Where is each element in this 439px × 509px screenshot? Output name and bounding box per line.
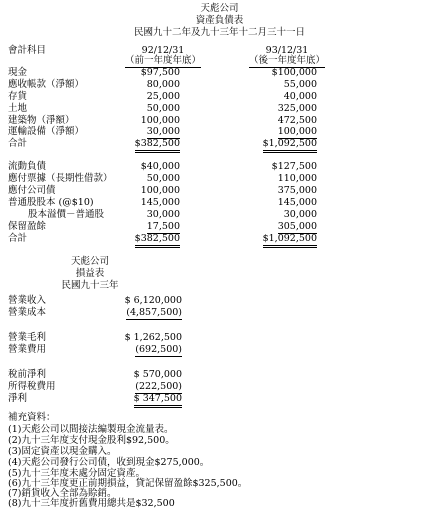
note-item: (1)天彪公司以間接法編製現金流量表。: [8, 424, 174, 435]
income-label: 營業費用: [8, 344, 47, 355]
note-item: (3)固定資產以現金購入。: [8, 446, 117, 457]
note-item: (6)九十三年度更正前期損益，貸記保留盈餘$325,500。: [8, 478, 248, 489]
income-label: 稅前淨利: [8, 369, 47, 380]
asset-value-93: 55,000: [283, 79, 317, 90]
note-item: (5)九十三年度未處分固定資產。: [8, 468, 145, 479]
asset-value-92: 100,000: [140, 115, 180, 126]
income-statement-period: 民國九十三年: [61, 280, 119, 291]
income-value: (692,500): [135, 344, 182, 355]
account-column-label: 會計科目: [8, 45, 47, 56]
liability-label: 保留盈餘: [8, 221, 47, 232]
income-value: $ 570,000: [133, 369, 182, 380]
date-col1: 92/12/31: [141, 45, 185, 56]
next-year-label: （後一年度年底）: [248, 55, 325, 66]
income-value: (222,500): [135, 381, 182, 392]
asset-value-92: $97,500: [140, 67, 180, 78]
income-value: $ 6,120,000: [124, 295, 182, 306]
note-item: (7)銷貨收入全部為賒銷。: [8, 488, 117, 499]
asset-label: 應收帳款（淨額）: [8, 79, 85, 90]
liability-value-92: 50,000: [146, 173, 180, 184]
liability-value-93: 305,000: [277, 221, 317, 232]
asset-value-92: 30,000: [146, 126, 180, 137]
note-item: (2)九十三年度支付現金股利$92,500。: [8, 435, 175, 446]
liability-label: 普通股股本 (@$10): [8, 197, 94, 208]
balance-sheet-period: 民國九十二年及九十三年十二月三十一日: [133, 27, 305, 38]
net-income-value: $ 347,500: [134, 393, 182, 408]
liability-value-93: 145,000: [277, 197, 317, 208]
asset-value-93: 40,000: [283, 91, 317, 102]
liability-label: 流動負債: [8, 161, 47, 172]
liabilities-total-93: $1,092,500: [263, 233, 317, 248]
prev-year-label: （前一年度年底）: [124, 55, 201, 66]
income-label: 營業成本: [8, 307, 47, 318]
liability-value-92: $40,000: [140, 161, 180, 172]
liability-label: 應付票據（長期性借款）: [8, 173, 113, 184]
liability-value-93: 30,000: [283, 209, 317, 220]
income-label: 營業毛利: [8, 332, 47, 343]
income-label: 淨利: [8, 393, 28, 404]
asset-label: 存貨: [8, 91, 28, 102]
liability-label: 股本溢價－普通股: [28, 209, 105, 220]
liability-value-93: $127,500: [271, 161, 317, 172]
assets-total-92: $382,500: [135, 138, 180, 153]
asset-value-93: $100,000: [271, 67, 317, 78]
assets-total-93: $1,092,500: [263, 138, 317, 153]
liability-value-92: 17,500: [146, 221, 180, 232]
liability-value-92: 100,000: [140, 185, 180, 196]
asset-label: 土地: [8, 103, 28, 114]
asset-label: 運輸設備（淨額）: [8, 126, 85, 137]
balance-sheet-title: 資產負債表: [195, 15, 244, 26]
liabilities-total-92: $382,500: [135, 233, 180, 248]
asset-value-93: 325,000: [277, 103, 317, 114]
asset-value-93: 472,500: [277, 115, 317, 126]
income-label: 營業收入: [8, 295, 47, 306]
assets-total-label: 合計: [8, 138, 28, 149]
asset-value-93: 100,000: [277, 126, 317, 137]
liabilities-total-label: 合計: [8, 233, 28, 244]
notes-heading: 補充資料：: [8, 412, 56, 423]
income-label: 所得稅費用: [8, 381, 56, 392]
liability-value-92: 145,000: [140, 197, 180, 208]
income-value: (4,857,500): [126, 307, 182, 318]
asset-value-92: 25,000: [146, 91, 180, 102]
company-name: 天彪公司: [200, 3, 239, 14]
liability-value-93: 375,000: [277, 185, 317, 196]
asset-value-92: 80,000: [146, 79, 180, 90]
asset-label: 建築物（淨額）: [8, 115, 75, 126]
asset-label: 現金: [8, 67, 28, 78]
liability-value-92: 30,000: [146, 209, 180, 220]
income-value: $ 1,262,500: [124, 332, 182, 343]
date-col2: 93/12/31: [265, 45, 309, 56]
note-item: (4)天彪公司發行公司債，收到現金$275,000。: [8, 457, 210, 468]
income-company-name: 天彪公司: [70, 256, 109, 267]
liability-value-93: 110,000: [277, 173, 317, 184]
note-item: (8)九十三年度折舊費用總共是$32,500: [8, 498, 175, 509]
income-statement-title: 損益表: [75, 268, 105, 279]
liability-label: 應付公司債: [8, 185, 56, 196]
asset-value-92: 50,000: [146, 103, 180, 114]
